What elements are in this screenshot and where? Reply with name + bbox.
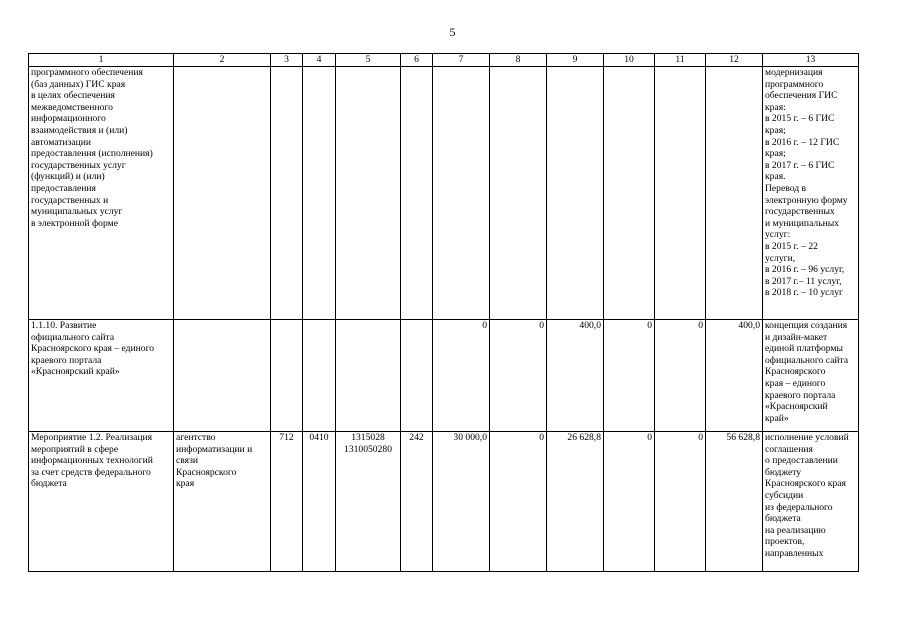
expense-type-cell: [401, 320, 433, 432]
grbs-code-cell: [271, 67, 303, 320]
executor-cell: [174, 67, 271, 320]
amount-cell: 30 000,0: [433, 432, 490, 572]
amount-cell: 0: [490, 320, 547, 432]
executor-cell: [174, 320, 271, 432]
column-header: 10: [604, 54, 655, 67]
executor-cell: агентство информатизации и связи Красноярского края: [174, 432, 271, 572]
amount-cell: 400,0: [547, 320, 604, 432]
column-header: 9: [547, 54, 604, 67]
section-code-cell: [303, 320, 336, 432]
target-code-cell: 1315028 1310050280: [336, 432, 401, 572]
total-cell: 400,0: [706, 320, 763, 432]
column-header: 13: [763, 54, 859, 67]
table-row: [29, 67, 859, 320]
result-cell: концепция создания и дизайн-макет единой платформы официального сайта Красноярского края – единого краевого портала «Красноярский край»: [763, 320, 859, 432]
amount-cell: [547, 67, 604, 320]
event-name-cell: Мероприятие 1.2. Реализация мероприятий в сфере информационных технологий за счет средств федерального бюджета: [29, 432, 174, 572]
amount-cell: 0: [655, 320, 706, 432]
section-code-cell: [303, 67, 336, 320]
column-header: 12: [706, 54, 763, 67]
table-row: [29, 432, 859, 572]
amount-cell: 0: [604, 432, 655, 572]
table-row: [29, 320, 859, 432]
event-name-cell: программного обеспечения (баз данных) ГИС края в целях обеспечения межведомственного информационного взаимодействия и (или) автоматизации предоставления (исполнения) государственных услуг (функций) и (или) предоставления государственных и муниципальных услуг в электронной форме: [29, 67, 174, 320]
column-header: 6: [401, 54, 433, 67]
column-header: 8: [490, 54, 547, 67]
column-header: 5: [336, 54, 401, 67]
target-code-cell: [336, 67, 401, 320]
budget-table: [28, 53, 859, 572]
grbs-code-cell: [271, 320, 303, 432]
amount-cell: [655, 67, 706, 320]
expense-type-cell: 242: [401, 432, 433, 572]
amount-cell: 0: [433, 320, 490, 432]
column-header: 3: [271, 54, 303, 67]
total-cell: [706, 67, 763, 320]
column-header: 11: [655, 54, 706, 67]
column-header: 7: [433, 54, 490, 67]
amount-cell: [490, 67, 547, 320]
amount-cell: 0: [490, 432, 547, 572]
total-cell: 56 628,8: [706, 432, 763, 572]
header-row: [29, 54, 859, 67]
section-code-cell: 0410: [303, 432, 336, 572]
column-header: 2: [174, 54, 271, 67]
grbs-code-cell: 712: [271, 432, 303, 572]
result-cell: исполнение условий соглашения о предоставлении бюджету Красноярского края субсидии из федерального бюджета на реализацию проектов, направленных: [763, 432, 859, 572]
expense-type-cell: [401, 67, 433, 320]
event-name-cell: 1.1.10. Развитие официального сайта Красноярского края – единого краевого портала «Красноярский край»: [29, 320, 174, 432]
amount-cell: [604, 67, 655, 320]
column-header: 4: [303, 54, 336, 67]
amount-cell: 0: [604, 320, 655, 432]
column-header: 1: [29, 54, 174, 67]
amount-cell: [433, 67, 490, 320]
page-number: 5: [449, 25, 456, 39]
amount-cell: 26 628,8: [547, 432, 604, 572]
result-cell: модернизация программного обеспечения ГИС края: в 2015 г. – 6 ГИС края; в 2016 г. – 12 ГИС края; в 2017 г. – 6 ГИС края. Перевод в электронную форму государственных и муниципальных услуг: в 2015 г. – 22 услуги, в 2016 г. – 96 услуг, в 2017 г.– 11 услуг, в 2018 г. – 10 услуг: [763, 67, 859, 320]
amount-cell: 0: [655, 432, 706, 572]
target-code-cell: [336, 320, 401, 432]
